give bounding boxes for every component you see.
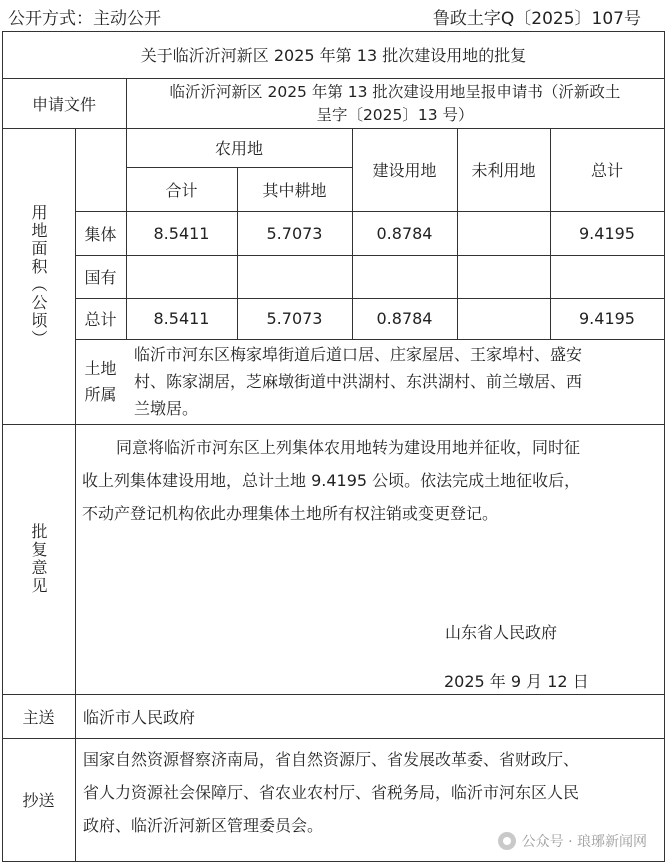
state-total bbox=[550, 255, 664, 298]
opinion-line-2: 收上列集体建设用地，总计土地 9.4195 公顷。依法完成土地征收后， bbox=[82, 471, 581, 490]
state-unused bbox=[457, 255, 550, 298]
application-line-1: 临沂沂河新区 2025 年第 13 批次建设用地呈报申请书（沂新政土 bbox=[169, 83, 621, 101]
wechat-watermark bbox=[498, 831, 647, 851]
opinion-label-text: 批复意见 bbox=[29, 523, 48, 595]
header-total: 总计 bbox=[590, 161, 623, 180]
cc-line-3: 政府、临沂沂河新区管理委员会。 bbox=[83, 816, 324, 835]
opinion-text bbox=[82, 431, 662, 530]
opinion-line-3: 不动产登记机构依此办理集体土地所有权注销或变更登记。 bbox=[82, 504, 499, 523]
row-label-collective: 集体 bbox=[84, 224, 117, 244]
header-agricultural-land: 农用地 bbox=[214, 139, 263, 158]
cc-text bbox=[83, 743, 663, 842]
application-label: 申请文件 bbox=[31, 94, 96, 114]
land-area-label-text: 用地面积（公顷） bbox=[29, 204, 48, 348]
collective-unused bbox=[457, 211, 550, 255]
main-recipient-label: 主送 bbox=[22, 707, 55, 727]
collective-construction: 0.8784 bbox=[376, 223, 433, 243]
application-file bbox=[126, 78, 664, 128]
approval-date: 2025 年 9 月 12 日 bbox=[444, 672, 589, 691]
land-area-label bbox=[2, 128, 75, 424]
ownership-line-1: 临沂市河东区梅家埠街道后道口居、庄家屋居、王家埠村、盛安 bbox=[134, 345, 583, 364]
application-line-2: 呈字〔2025〕13 号） bbox=[316, 106, 474, 124]
state-subtotal bbox=[126, 255, 237, 298]
document-title: 关于临沂沂河新区 2025 年第 13 批次建设用地的批复 bbox=[140, 46, 527, 65]
ownership-text bbox=[134, 341, 662, 422]
wechat-icon bbox=[498, 832, 516, 850]
header-construction-land: 建设用地 bbox=[372, 161, 437, 180]
opinion-line-1: 同意将临沂市河东区上列集体农用地转为建设用地并征收，同时征 bbox=[116, 438, 581, 457]
collective-subtotal: 8.5411 bbox=[153, 223, 210, 243]
header-farmland: 其中耕地 bbox=[262, 180, 327, 200]
state-farmland bbox=[237, 255, 352, 298]
grand-unused bbox=[457, 298, 550, 339]
collective-total: 9.4195 bbox=[579, 223, 635, 243]
ownership-label bbox=[75, 339, 126, 424]
cc-label: 抄送 bbox=[22, 791, 55, 810]
grand-subtotal: 8.5411 bbox=[153, 309, 210, 328]
opinion-label bbox=[2, 424, 75, 694]
main-recipient-value: 临沂市人民政府 bbox=[83, 707, 196, 727]
header-subtotal: 合计 bbox=[165, 180, 198, 200]
header-unused-land: 未利用地 bbox=[471, 161, 536, 180]
ownership-line-3: 兰墩居。 bbox=[134, 399, 199, 418]
collective-farmland: 5.7073 bbox=[266, 223, 323, 243]
row-label-grand-total: 总计 bbox=[84, 310, 117, 329]
row-label-state-owned: 国有 bbox=[84, 268, 117, 287]
cc-line-1: 国家自然资源督察济南局，省自然资源厅、省发展改革委、省财政厅、 bbox=[83, 750, 580, 769]
watermark-text: 公众号 · 琅琊新闻网 bbox=[521, 834, 647, 850]
grand-construction: 0.8784 bbox=[376, 309, 433, 328]
grand-farmland: 5.7073 bbox=[266, 309, 323, 328]
document-number: 鲁政土字Q〔2025〕107号 bbox=[432, 9, 641, 29]
cc-line-2: 省人力资源社会保障厅、省农业农村厅、省税务局，临沂市河东区人民 bbox=[83, 783, 580, 802]
grand-total: 9.4195 bbox=[579, 309, 635, 328]
disclosure-mode: 公开方式：主动公开 bbox=[8, 9, 161, 29]
state-construction bbox=[352, 255, 457, 298]
ownership-line-2: 村、陈家湖居，芝麻墩街道中洪湖村、东洪湖村、前兰墩居、西 bbox=[134, 372, 583, 391]
issuer: 山东省人民政府 bbox=[445, 623, 558, 642]
ownership-label-text: 土地所属 bbox=[84, 358, 117, 404]
